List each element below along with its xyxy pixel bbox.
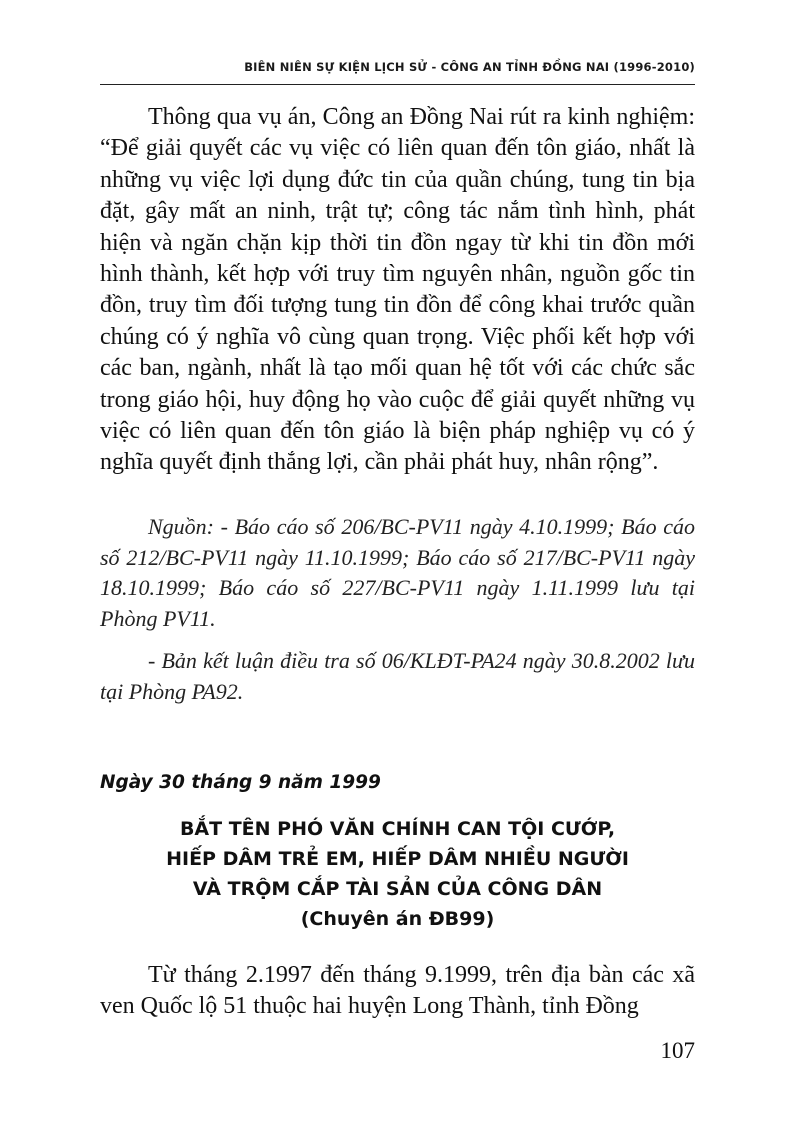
page-number: 107 (660, 1038, 695, 1063)
entry-subtitle: (Chuyên án ĐB99) (300, 908, 495, 930)
entry-title-line: BẮT TÊN PHÓ VĂN CHÍNH CAN TỘI CƯỚP, (179, 818, 616, 840)
running-header: BIÊN NIÊN SỰ KIỆN LỊCH SỬ - CÔNG AN TỈNH ĐỒNG NAI (1996-2010) (244, 60, 695, 74)
entry-title-line: VÀ TRỘM CẮP TÀI SẢN CỦA CÔNG DÂN (192, 878, 603, 900)
entry-date: Ngày 30 tháng 9 năm 1999 (100, 772, 381, 793)
main-text (100, 102, 695, 479)
entry-title (100, 814, 695, 934)
source-note-investigation: - Bản kết luận điều tra số 06/KLĐT-PA24 ngày 30.8.2002 lưu tại Phòng PA92. (100, 648, 695, 704)
paragraph-lessons-learned: Thông qua vụ án, Công an Đồng Nai rút ra kinh nghiệm: “Để giải quyết các vụ việc có liên quan đến tôn giáo, nhất là những vụ việc lợi dụng đức tin của quần chúng, tung tin bịa đặt, gây mất an ninh, trật tự; công tác nắm tình hình, phát hiện và ngăn chặn kịp thời tin đồn ngay từ khi tin đồn mới hình thành, kết hợp với truy tìm nguyên nhân, nguồn gốc tin đồn, truy tìm đối tượng tung tin đồn để công khai trước quần chúng có ý nghĩa vô cùng quan trọng. Việc phối kết hợp với các ban, ngành, nhất là tạo mối quan hệ tốt với các chức sắc trong giáo hội, huy động họ vào cuộc để giải quyết những vụ việc có liên quan đến tôn giáo là biện pháp nghiệp vụ có ý nghĩa quyết định thắng lợi, cần phải phát huy, nhân rộng”. (100, 104, 695, 476)
source-notes (100, 512, 695, 707)
entry-text (100, 960, 695, 1023)
header-rule (100, 84, 695, 85)
entry-title-line: HIẾP DÂM TRẺ EM, HIẾP DÂM NHIỀU NGƯỜI (166, 848, 629, 870)
source-note-reports: Nguồn: - Báo cáo số 206/BC-PV11 ngày 4.10.1999; Báo cáo số 212/BC-PV11 ngày 11.10.1999; Báo cáo số 217/BC-PV11 ngày 18.10.1999; Báo cáo số 227/BC-PV11 ngày 1.11.1999 lưu tại Phòng PV11. (100, 514, 695, 631)
paragraph-entry-intro: Từ tháng 2.1997 đến tháng 9.1999, trên địa bàn các xã ven Quốc lộ 51 thuộc hai huyện Long Thành, tỉnh Đồng (100, 962, 695, 1020)
